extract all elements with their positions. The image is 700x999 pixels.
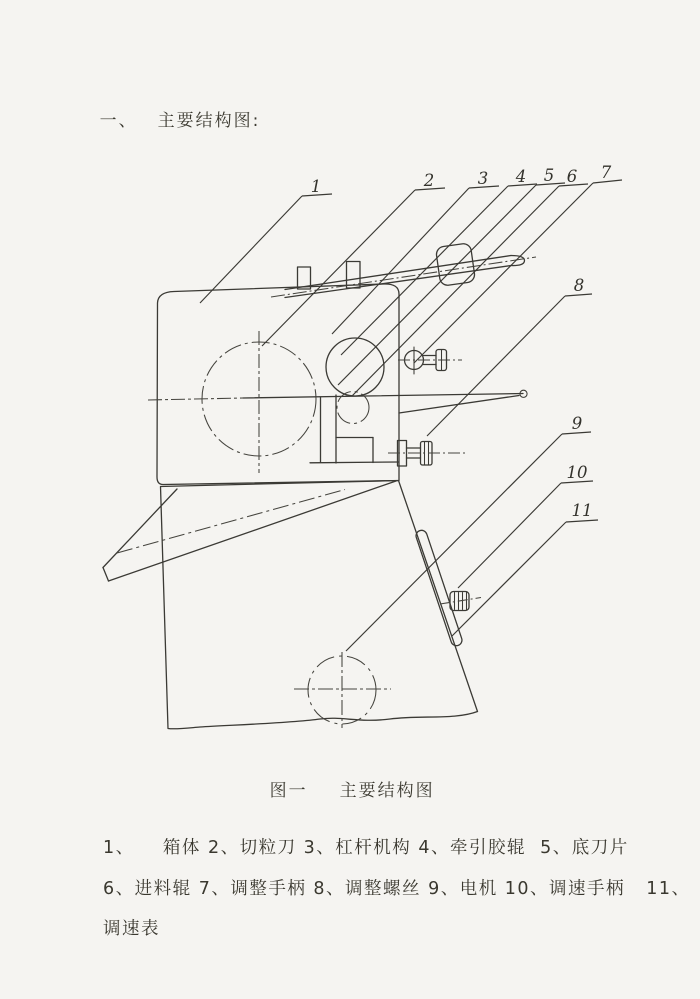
motor-circle [294, 652, 391, 728]
callout-7-leader-line [414, 183, 593, 363]
callout-1-label: 1 [310, 177, 322, 196]
lever-pointer [243, 390, 527, 413]
callout-6-label: 6 [566, 167, 578, 186]
cutter-circle [148, 331, 316, 473]
adjust-handle-shaft [271, 243, 536, 298]
callout-8-leader-line [427, 296, 565, 436]
casing-box [157, 284, 399, 485]
feed-tray [103, 481, 396, 581]
ball-screw-handle [398, 347, 462, 374]
knife-bracket [310, 395, 399, 463]
callout-9-leader-line [346, 434, 562, 651]
callout-4-leader-line [341, 186, 508, 355]
callout-8-label: 8 [573, 276, 585, 295]
callout-7-label: 7 [600, 163, 612, 182]
adjust-screw-bolt [388, 441, 466, 467]
stand-body [161, 481, 478, 729]
callout-2-label: 2 [423, 171, 435, 190]
callout-10-leader-line [458, 483, 561, 588]
figure-number: 图一 [269, 781, 308, 801]
callout-4-label: 4 [515, 167, 527, 186]
callout-11-underline [566, 520, 598, 522]
legend-line-1: 1、 箱体 2、切粒刀 3、杠杆机构 4、牵引胶辊 5、底刀片 [103, 838, 629, 858]
speed-dial-bar [415, 529, 464, 647]
speed-handle-knob [440, 592, 481, 611]
callout-11-leader-line [452, 522, 566, 636]
figure-title: 主要结构图 [339, 781, 435, 801]
callout-5-label: 5 [543, 166, 555, 185]
callout-layer [200, 163, 622, 651]
callout-6-leader-line [352, 186, 559, 396]
callout-10-label: 10 [566, 463, 588, 482]
callout-9-label: 9 [571, 414, 583, 433]
legend-line-2: 6、进料辊 7、调整手柄 8、调整螺丝 9、电机 10、调速手柄 11、 [103, 879, 691, 899]
section-number: 一、 [99, 111, 138, 131]
figure-caption [240, 756, 435, 821]
legend-line-3: 调速表 [103, 919, 160, 939]
page-title: 主要结构图: [157, 111, 261, 131]
callout-3-label: 3 [477, 169, 489, 188]
callout-11-label: 11 [571, 501, 593, 520]
